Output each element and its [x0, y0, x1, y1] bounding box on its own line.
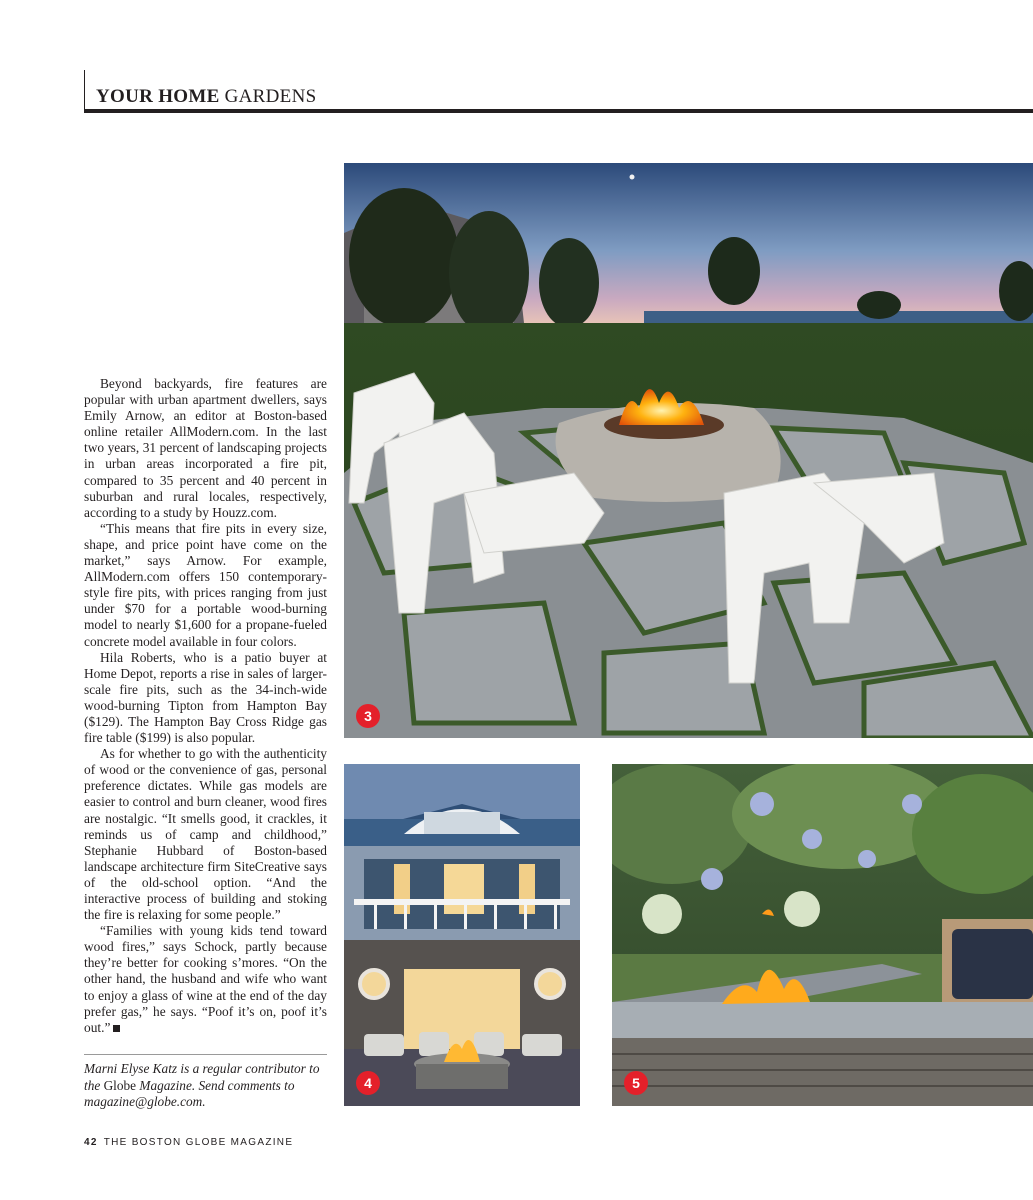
article-paragraph-text: “Families with young kids tend toward wood fires,” says Schock, partly because they’re better for cooking s’mores. “On the other hand, the husband and wife who want to enjoy a glass of wine at the end of the day prefer gas,” he says. “Poof it’s on, poof it’s out.” [84, 923, 327, 1035]
photo-fire-pit-lawn [344, 163, 1033, 738]
section-subname: GARDENS [224, 86, 317, 107]
header-rule [84, 109, 1033, 113]
section-header [96, 86, 316, 108]
article-paragraph: Hila Roberts, who is a patio buyer at Home Depot, reports a rise in sales of larger-scale fire pits, such as the 34-inch-wide wood-burning Tipton from Hampton Bay ($129). The Hampton Bay Cross Ridge gas fire table ($199) is also popular. [84, 649, 327, 746]
photo-number-badge: 4 [356, 1071, 380, 1095]
photo-fire-table-garden [612, 764, 1033, 1106]
credit-text-contact: Magazine. Send comments to magazine@globe.com. [84, 1077, 295, 1109]
article-paragraph: “This means that fire pits in every size, shape, and price point have come on the market,” says Arnow. For example, AllModern.com offers 150 contemporary-style fire pits, with prices ranging from just under $70 for a portable wood-burning model to nearly $1,600 for a propane-fueled concrete model available in four colors. [84, 520, 327, 649]
photo-house-patio [344, 764, 580, 1106]
header-vertical-rule [84, 70, 85, 112]
article-paragraph: As for whether to go with the authenticity of wood or the convenience of gas, personal preference dictates. While gas models are easier to control and burn cleaner, wood fires are nostalgic. “It smells good, it crackles, it reminds us of camp and childhood,” Stephanie Hubbard of Boston-based landscape architecture firm SiteCreative says of the old-school option. “And the interactive process of building and stoking the fire is relaxing for some people.” [84, 746, 327, 923]
section-name: YOUR HOME [96, 86, 220, 107]
credit-text: Marni Elyse Katz is a regular contributor to the [84, 1061, 320, 1093]
article-paragraph: Beyond backyards, fire features are popular with urban apartment dwellers, says Emily Arnow, an editor at Boston-based online retailer AllModern.com. In the last two years, 31 percent of landscaping projects in urban areas incorporated a fire pit, compared to 35 percent and 40 percent in suburban and rural locales, respectively, according to a study by Houzz.com. [84, 376, 327, 520]
author-credit [84, 1061, 327, 1111]
magazine-name: THE BOSTON GLOBE MAGAZINE [103, 1137, 294, 1148]
page-number: 42 [84, 1137, 98, 1148]
photo-number-badge: 5 [624, 1071, 648, 1095]
page-footer [84, 1137, 293, 1148]
end-of-article-mark [113, 1025, 120, 1032]
credit-publication: Globe [103, 1077, 137, 1093]
photo-number-badge: 3 [356, 704, 380, 728]
article-paragraph-last [84, 923, 327, 1036]
article-body [84, 376, 327, 1036]
credit-rule [84, 1054, 327, 1055]
